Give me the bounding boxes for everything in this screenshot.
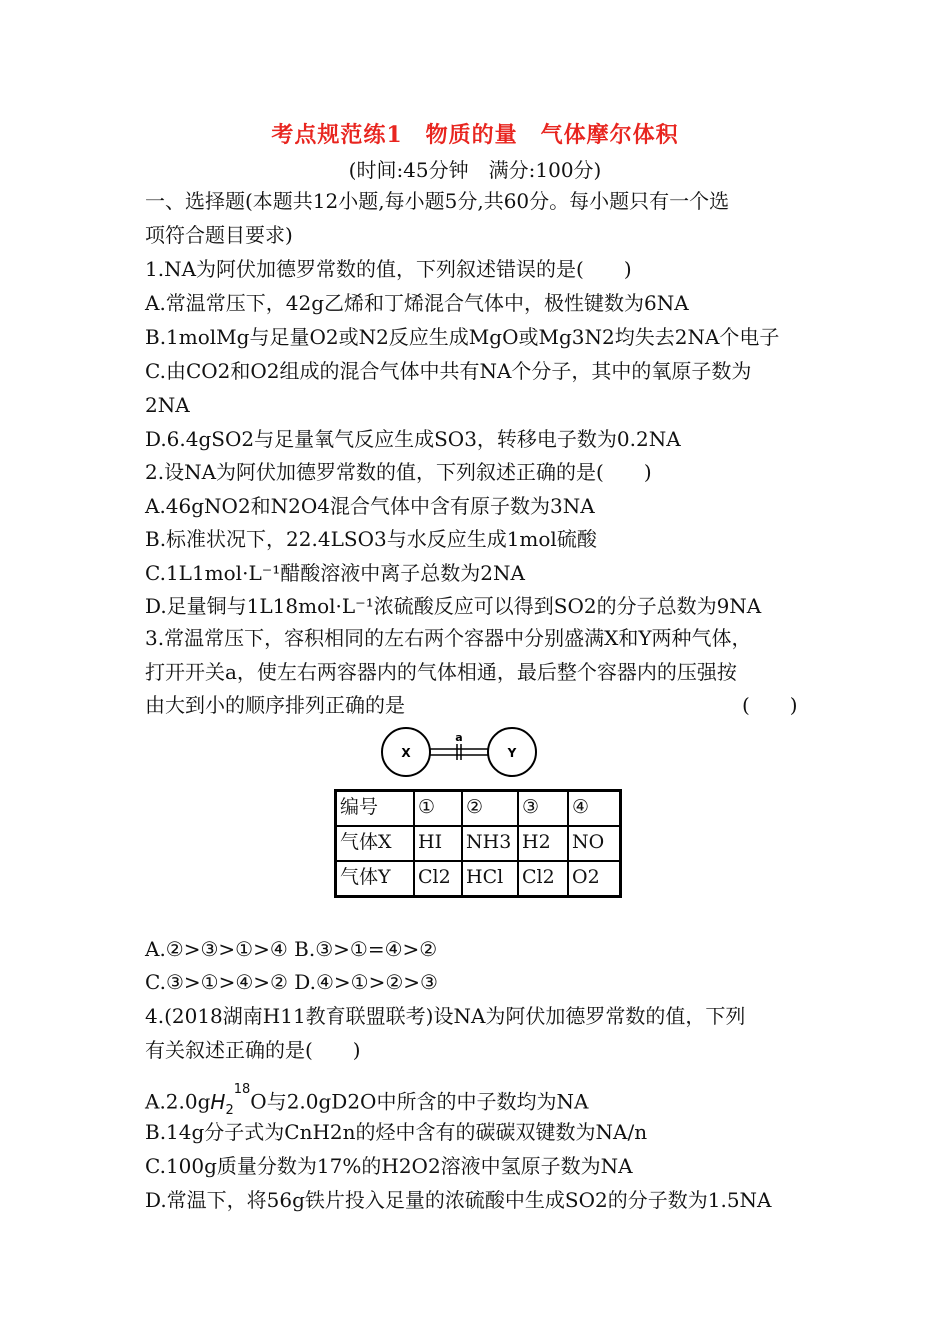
page-subtitle: (时间:45分钟 满分:100分)	[348, 158, 602, 182]
table-cell: HI	[414, 826, 462, 861]
table-cell: H2	[518, 826, 568, 861]
q3-answer-paren: ( )	[742, 693, 798, 717]
page-title: 考点规范练1 物质的量 气体摩尔体积	[271, 122, 679, 148]
table-cell: ④	[568, 791, 621, 827]
q1-option-b: B.1molMg与足量O2或N2反应生成MgO或Mg3N2均失去2NA个电子	[145, 325, 780, 349]
label-x: X	[401, 746, 411, 760]
table-cell: O2	[568, 861, 621, 897]
table-cell: HCl	[462, 861, 518, 897]
q3-options-cd: C.③>①>④>② D.④>①>②>③	[145, 970, 438, 994]
q4-option-c: C.100g质量分数为17%的H2O2溶液中氢原子数为NA	[145, 1154, 633, 1178]
q4-stem-line2: 有关叙述正确的是( )	[145, 1038, 361, 1062]
q1-option-c-line2: 2NA	[145, 393, 190, 417]
q2-option-d: D.足量铜与1L18mol·L⁻¹浓硫酸反应可以得到SO2的分子总数为9NA	[145, 594, 762, 618]
q2-option-c: C.1L1mol·L⁻¹醋酸溶液中离子总数为2NA	[145, 561, 525, 585]
table-cell: Cl2	[414, 861, 462, 897]
q1-option-a: A.常温常压下，42g乙烯和丁烯混合气体中，极性键数为6NA	[145, 291, 689, 315]
q3-stem-line1: 3.常温常压下，容积相同的左右两个容器中分别盛满X和Y两种气体，	[145, 626, 752, 650]
table-cell: NH3	[462, 826, 518, 861]
label-y: Y	[507, 746, 517, 760]
table-cell: ①	[414, 791, 462, 827]
table-cell: NO	[568, 826, 621, 861]
two-container-diagram	[381, 726, 537, 778]
table-row	[336, 826, 621, 861]
table-cell: 气体Y	[336, 861, 415, 897]
table-cell: 编号	[336, 791, 415, 827]
q1-stem: 1.NA为阿伏加德罗常数的值，下列叙述错误的是( )	[145, 257, 632, 281]
q3-stem-line3: 由大到小的顺序排列正确的是	[145, 693, 405, 717]
q1-option-d: D.6.4gSO2与足量氧气反应生成SO3，转移电子数为0.2NA	[145, 427, 681, 451]
q3-options-ab: A.②>③>①>④ B.③>①=④>②	[145, 937, 438, 961]
table-cell: ②	[462, 791, 518, 827]
table-cell: 气体X	[336, 826, 415, 861]
q3-stem-line2: 打开开关a，使左右两容器内的气体相通，最后整个容器内的压强按	[145, 660, 737, 684]
q2-option-b: B.标准状况下，22.4LSO3与水反应生成1mol硫酸	[145, 527, 597, 551]
table-cell: Cl2	[518, 861, 568, 897]
q4-option-a-rest: O与2.0gD2O中所含的中子数均为NA	[250, 1089, 589, 1114]
q1-option-c-line1: C.由CO2和O2组成的混合气体中共有NA个分子，其中的氧原子数为	[145, 359, 752, 383]
gas-options-table	[334, 789, 622, 898]
q2-stem: 2.设NA为阿伏加德罗常数的值，下列叙述正确的是( )	[145, 460, 652, 484]
isotope-subscript: 2	[225, 1102, 234, 1118]
isotope-symbol: H	[210, 1089, 226, 1114]
q2-option-a: A.46gNO2和N2O4混合气体中含有原子数为3NA	[145, 494, 595, 518]
label-valve: a	[455, 731, 463, 744]
q4-option-b: B.14g分子式为CnH2n的烃中含有的碳碳双键数为NA/n	[145, 1120, 648, 1144]
section-instructions-line2: 项符合题目要求)	[145, 223, 293, 247]
q4-option-a-prefix: A.2.0g	[145, 1089, 211, 1114]
table-header-row	[336, 791, 621, 827]
isotope-formula	[210, 1082, 251, 1118]
isotope-superscript: 18	[233, 1082, 251, 1097]
table-row	[336, 861, 621, 897]
q4-option-d: D.常温下，将56g铁片投入足量的浓硫酸中生成SO2的分子数为1.5NA	[145, 1188, 772, 1212]
q4-stem-line1: 4.(2018湖南H11教育联盟联考)设NA为阿伏加德罗常数的值，下列	[145, 1004, 746, 1028]
section-instructions-line1: 一、选择题(本题共12小题,每小题5分,共60分。每小题只有一个选	[145, 189, 730, 213]
table-cell: ③	[518, 791, 568, 827]
